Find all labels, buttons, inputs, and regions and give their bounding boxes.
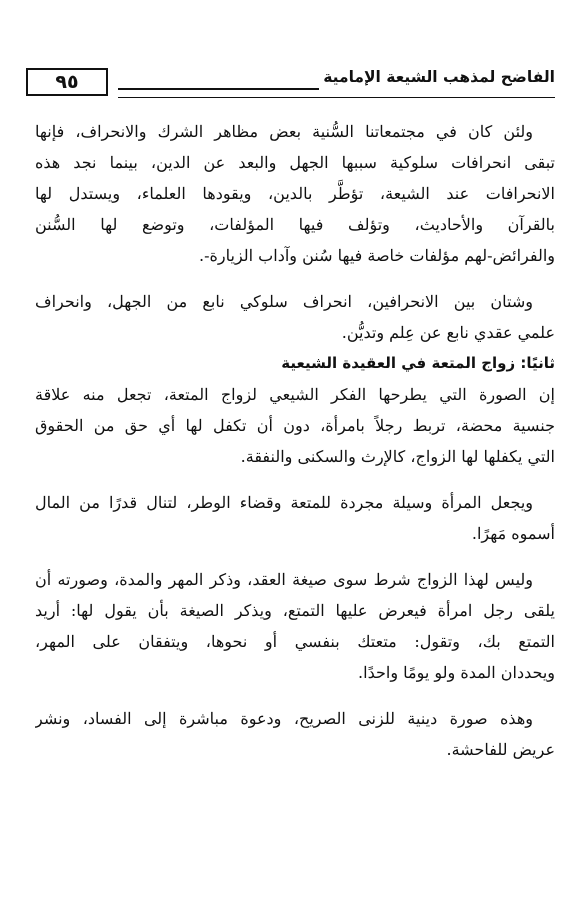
text-line: والفرائض-لهم مؤلفات خاصة فيها سُنن وآداب الزيارة-.	[199, 246, 555, 265]
text-line: جنسية محضة، تربط رجلاً بامرأة، دون أن تكفل لها أي حق من الحقوق	[35, 416, 555, 435]
header-rule-thick	[118, 88, 319, 90]
text-line: وهذه صورة دينية للزنى الصريح، ودعوة مباشرة إلى الفساد، ونشر	[35, 709, 533, 728]
text-line: وشتان بين الانحرافين، انحراف سلوكي نابع من الجهل، وانحراف	[35, 292, 533, 311]
paragraph	[35, 564, 555, 688]
text-line: بالقرآن والأحاديث، وتؤلف فيها المؤلفات، وتوضع لها السُّنن	[35, 215, 555, 234]
text-line: الانحرافات عند الشيعة، تؤطَّر بالدين، ويقودها العلماء، ويستدل لها	[35, 184, 555, 203]
paragraph	[35, 116, 555, 271]
text-line: عريض للفاحشة.	[446, 740, 555, 759]
text-line: ولئن كان في مجتمعاتنا السُّنية بعض مظاهر الشرك والانحراف، فإنها	[35, 122, 533, 141]
text-line: وليس لهذا الزواج شرط سوى صيغة العقد، وذكر المهر والمدة، وصورته أن	[35, 570, 533, 589]
paragraph	[35, 703, 555, 765]
text-line: يلقى رجل امرأة فيعرض عليها التمتع، ويذكر الصيغة بأن يقول لها: أريد	[35, 601, 555, 620]
text-line: التي يكفلها لها الزواج، كالإرث والسكنى والنفقة.	[240, 447, 555, 466]
text-line: علمي عقدي نابع عن عِلم وتديُّن.	[341, 323, 555, 342]
paragraph	[35, 487, 555, 549]
text-line: تبقى انحرافات سلوكية سببها الجهل والبعد عن الدين، بينما نجد هذه	[35, 153, 555, 172]
paragraph	[35, 286, 555, 348]
header-rule	[118, 97, 555, 98]
text-line: ويحددان المدة ولو يومًا واحدًا.	[358, 663, 555, 682]
section-heading: ثانيًا: زواج المتعة في العقيدة الشيعية	[281, 354, 555, 372]
text-line: التمتع بك، وتقول: متعتك بنفسي أو نحوها، ويتفقان على المهر،	[35, 632, 555, 651]
running-title: الفاضح لمذهب الشيعة الإمامية	[323, 68, 555, 86]
body-text	[35, 116, 555, 765]
text-line: أسموه مَهرًا.	[471, 524, 555, 543]
text-line: ويجعل المرأة وسيلة مجردة للمتعة وقضاء الوطر، لتنال قدرًا من المال	[35, 493, 533, 512]
page-header	[20, 66, 555, 102]
text-line: إن الصورة التي يطرحها الفكر الشيعي لزواج المتعة، تجعل منه علاقة	[35, 385, 555, 404]
page-number: ٩٥	[26, 68, 108, 96]
section	[35, 348, 555, 472]
